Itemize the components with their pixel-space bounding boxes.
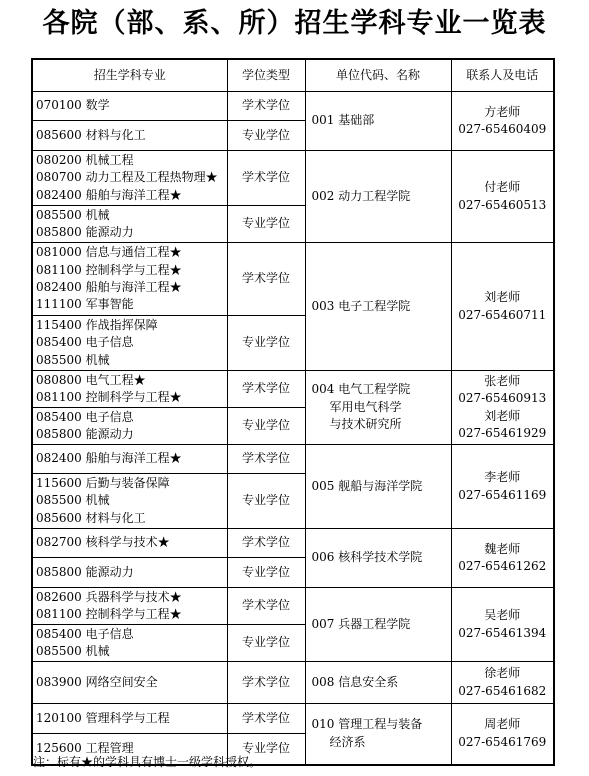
program-table [31, 58, 555, 766]
unit-cell [305, 243, 451, 371]
footnote: 注：标有★的学科具有博士一级学科授权。 [33, 755, 262, 769]
contact-person: 周老师 [484, 717, 521, 732]
major-name: 083900 网络空间安全 [36, 674, 158, 689]
unit-cell [305, 662, 451, 704]
major-name: 115600 后勤与装备保障 [36, 475, 170, 490]
contact-phone: 027-65460711 [458, 307, 547, 322]
degree-type-cell: 专业学位 [227, 734, 305, 765]
contact-cell [451, 445, 554, 529]
page-title: 各院（部、系、所）招生学科专业一览表 [42, 8, 547, 39]
major-name: 111100 军事智能 [36, 297, 134, 312]
major-name: 085400 电子信息 [36, 335, 134, 350]
major-name: 082700 核科学与技术★ [36, 535, 170, 550]
major-name: 081000 信息与通信工程★ [36, 245, 182, 260]
major-name: 085800 能源动力 [36, 427, 134, 441]
unit-name-line: 与技术研究所 [329, 417, 402, 432]
major-cell [32, 474, 227, 529]
major-name: 082400 船舶与海洋工程★ [36, 187, 182, 202]
contact-phone: 027-65460913 [458, 391, 547, 406]
table-row [32, 445, 554, 474]
contact-phone: 027-65460513 [458, 197, 547, 212]
contact-phone: 027-65461169 [458, 487, 547, 502]
major-name: 082400 船舶与海洋工程★ [36, 451, 182, 466]
major-name: 120100 管理科学与工程 [36, 710, 170, 725]
major-name: 080800 电气工程★ [36, 372, 146, 387]
major-name: 085600 材料与化工 [36, 510, 146, 525]
major-name: 085500 机械 [36, 207, 110, 222]
major-name: 081100 控制科学与工程★ [36, 390, 182, 404]
major-name: 085600 材料与化工 [36, 127, 146, 142]
table-row [32, 588, 554, 625]
degree-type-cell: 学术学位 [227, 529, 305, 558]
contact-phone: 027-65460409 [458, 122, 547, 136]
table-row [32, 243, 554, 316]
unit-cell [305, 704, 451, 765]
degree-type-cell: 专业学位 [227, 474, 305, 529]
unit-name-line: 007 兵器工程学院 [311, 616, 411, 631]
contact-person: 徐老师 [484, 666, 521, 681]
major-name: 080700 动力工程及工程热物理★ [36, 170, 218, 185]
major-name: 085400 电子信息 [36, 626, 134, 641]
degree-type-cell: 专业学位 [227, 558, 305, 588]
major-cell [32, 151, 227, 206]
contact-cell [451, 92, 554, 151]
unit-cell [305, 529, 451, 588]
major-cell [32, 243, 227, 316]
major-cell [32, 704, 227, 734]
major-cell [32, 445, 227, 474]
degree-type-cell: 学术学位 [227, 704, 305, 734]
major-name: 085500 机械 [36, 352, 110, 367]
major-cell [32, 92, 227, 121]
contact-person: 刘老师 [484, 290, 521, 305]
unit-name-line: 006 核科学技术学院 [311, 550, 423, 565]
degree-type-cell: 学术学位 [227, 243, 305, 316]
major-cell [32, 558, 227, 588]
major-cell [32, 408, 227, 445]
major-name: 085500 机械 [36, 644, 110, 658]
unit-cell [305, 371, 451, 445]
degree-type-cell: 学术学位 [227, 371, 305, 408]
header-degree-type: 学位类型 [227, 59, 305, 92]
major-name: 070100 数学 [36, 98, 110, 113]
major-name: 082400 船舶与海洋工程★ [36, 280, 182, 294]
major-cell [32, 316, 227, 371]
major-cell [32, 371, 227, 408]
header-major: 招生学科专业 [32, 59, 227, 92]
degree-type-cell: 学术学位 [227, 588, 305, 625]
degree-type-cell: 专业学位 [227, 408, 305, 445]
contact-phone: 027-65461262 [458, 559, 547, 573]
unit-name-line: 002 动力工程学院 [311, 188, 411, 203]
table-header-row [32, 59, 554, 92]
table-row [32, 662, 554, 704]
contact-cell [451, 704, 554, 765]
major-name: 080200 机械工程 [36, 152, 134, 167]
unit-cell [305, 445, 451, 529]
contact-person: 刘老师 [484, 408, 521, 423]
degree-type-cell: 学术学位 [227, 445, 305, 474]
major-cell [32, 529, 227, 558]
unit-name-line: 001 基础部 [311, 113, 375, 128]
unit-name-line: 003 电子工程学院 [311, 298, 411, 313]
table-row [32, 371, 554, 408]
major-name: 085800 能源动力 [36, 225, 134, 239]
unit-cell [305, 92, 451, 151]
table-row [32, 92, 554, 121]
table-row [32, 151, 554, 206]
contact-phone: 027-65461682 [458, 683, 547, 698]
contact-cell [451, 151, 554, 243]
contact-person: 付老师 [484, 180, 521, 195]
header-unit: 单位代码、名称 [305, 59, 451, 92]
degree-type-cell: 学术学位 [227, 662, 305, 704]
major-cell [32, 625, 227, 662]
degree-type-cell: 专业学位 [227, 206, 305, 243]
unit-name-line: 008 信息安全系 [311, 674, 399, 689]
major-name: 081100 控制科学与工程★ [36, 262, 182, 277]
contact-person: 吴老师 [484, 608, 521, 623]
table-body [32, 92, 554, 765]
contact-cell [451, 243, 554, 371]
major-name: 085400 电子信息 [36, 409, 134, 424]
degree-type-cell: 学术学位 [227, 92, 305, 121]
unit-cell [305, 588, 451, 662]
table-row [32, 529, 554, 558]
header-contact: 联系人及电话 [451, 59, 554, 92]
major-name: 082600 兵器科学与技术★ [36, 589, 182, 604]
contact-person: 张老师 [484, 373, 521, 388]
unit-name-line: 010 管理工程与装备 [311, 717, 423, 732]
unit-name-line: 005 舰船与海洋学院 [311, 478, 423, 493]
contact-cell [451, 371, 554, 445]
major-name: 085500 机械 [36, 493, 110, 508]
contact-person: 李老师 [484, 470, 521, 485]
degree-type-cell: 专业学位 [227, 316, 305, 371]
contact-phone: 027-65461929 [458, 425, 547, 440]
degree-type-cell: 专业学位 [227, 625, 305, 662]
major-cell [32, 588, 227, 625]
major-cell [32, 662, 227, 704]
contact-phone: 027-65461769 [458, 734, 547, 749]
contact-person: 方老师 [484, 104, 521, 119]
unit-name-line: 军用电气科学 [329, 399, 402, 414]
contact-phone: 027-65461394 [458, 625, 547, 640]
unit-cell [305, 151, 451, 243]
major-name: 085800 能源动力 [36, 564, 134, 579]
major-cell [32, 206, 227, 243]
unit-name-line: 经济系 [329, 734, 366, 749]
contact-cell [451, 588, 554, 662]
contact-person: 魏老师 [484, 541, 521, 556]
major-cell [32, 121, 227, 151]
contact-cell [451, 662, 554, 704]
contact-cell [451, 529, 554, 588]
degree-type-cell: 学术学位 [227, 151, 305, 206]
degree-type-cell: 专业学位 [227, 121, 305, 151]
unit-name-line: 004 电气工程学院 [311, 382, 411, 397]
major-name: 081100 控制科学与工程★ [36, 607, 182, 621]
major-name: 115400 作战指挥保障 [36, 317, 158, 332]
major-name: 125600 工程管理 [36, 741, 134, 756]
table-row [32, 704, 554, 734]
